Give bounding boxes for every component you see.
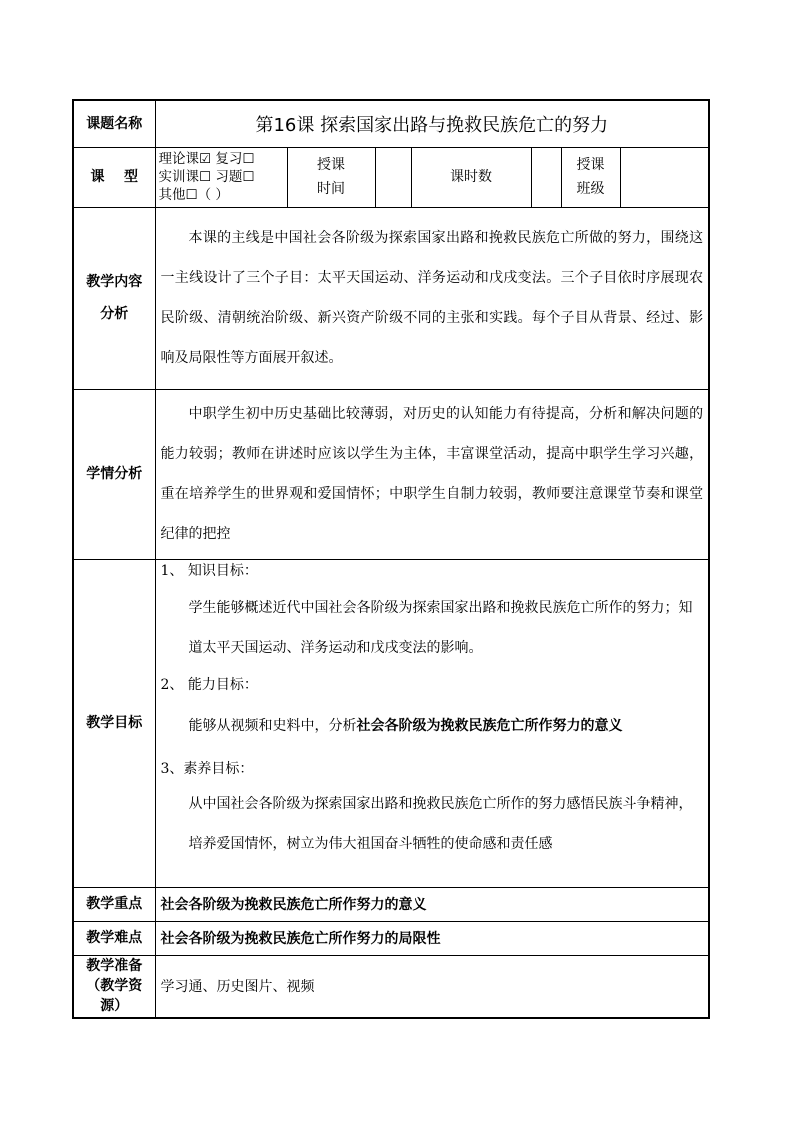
literacy-goal-heading: 3、素养目标： [160, 760, 254, 777]
content-analysis-row [73, 207, 709, 389]
goals-label: 教学目标 [73, 559, 155, 887]
key-point-text: 社会各阶级为挽救民族危亡所作努力的意义 [155, 887, 709, 921]
difficulty-row [73, 921, 709, 955]
type-label: 课 型 [73, 147, 155, 207]
preparation-text: 学习通、历史图片、视频 [155, 955, 709, 1018]
ability-goal-text: 能够从视频和史料中，分析社会各阶级为挽救民族危亡所作努力的意义 [188, 717, 623, 734]
lesson-plan-table [72, 99, 710, 1019]
student-analysis-label: 学情分析 [73, 389, 155, 559]
knowledge-goal-heading: 1、 知识目标： [160, 562, 258, 579]
teaching-time-label: 授课 时间 [287, 147, 375, 207]
key-point-row [73, 887, 709, 921]
lesson-title: 第16课 探索国家出路与挽救民族危亡的努力 [155, 100, 709, 147]
title-label: 课题名称 [73, 100, 155, 147]
content-analysis-text: 本课的主线是中国社会各阶级为探索国家出路和挽救民族危亡所做的努力，围绕这一主线设计了三个子目：太平天国运动、洋务运动和戊戌变法。三个子目依时序展现农民阶级、清朝统治阶级、新兴资产阶级不同的主张和实践。每个子目从背景、经过、影响及局限性等方面展开叙述。 [155, 207, 709, 389]
class-hours-label: 课时数 [411, 147, 531, 207]
class-hours-value[interactable] [531, 147, 561, 207]
goals-content [155, 559, 709, 887]
teaching-time-value[interactable] [375, 147, 411, 207]
knowledge-goal-text: 学生能够概述近代中国社会各阶级为探索国家出路和挽救民族危亡所作的努力；知道太平天国运动、洋务运动和戊戌变法的影响。 [188, 599, 693, 656]
difficulty-label: 教学难点 [73, 921, 155, 955]
key-point-label: 教学重点 [73, 887, 155, 921]
literacy-goal-text: 从中国社会各阶级为探索国家出路和挽救民族危亡所作的努力感悟民族斗争精神，培养爱国情怀，树立为伟大祖国奋斗牺牲的使命感和责任感 [188, 795, 693, 852]
preparation-row [73, 955, 709, 1018]
type-option-line-1[interactable]: 理论课☑ 复习☐ [158, 151, 255, 167]
goals-row [73, 559, 709, 887]
type-row [73, 147, 709, 207]
title-row [73, 100, 709, 147]
student-analysis-row [73, 389, 709, 559]
ability-goal-heading: 2、 能力目标： [160, 676, 258, 693]
type-option-line-2[interactable]: 实训课☐ 习题☐ [158, 169, 255, 185]
preparation-label: 教学准备 （教学资 源） [73, 955, 155, 1018]
difficulty-text: 社会各阶级为挽救民族危亡所作努力的局限性 [155, 921, 709, 955]
type-options [155, 147, 287, 207]
student-analysis-text: 中职学生初中历史基础比较薄弱，对历史的认知能力有待提高，分析和解决问题的能力较弱；教师在讲述时应该以学生为主体，丰富课堂活动，提高中职学生学习兴趣，重在培养学生的世界观和爱国情怀；中职学生自制力较弱，教师要注意课堂节奏和课堂纪律的把控 [155, 389, 709, 559]
teaching-class-value[interactable] [620, 147, 709, 207]
content-analysis-label: 教学内容 分析 [73, 207, 155, 389]
type-option-line-3[interactable]: 其他☐（ ） [158, 187, 229, 203]
teaching-class-label: 授课 班级 [561, 147, 620, 207]
